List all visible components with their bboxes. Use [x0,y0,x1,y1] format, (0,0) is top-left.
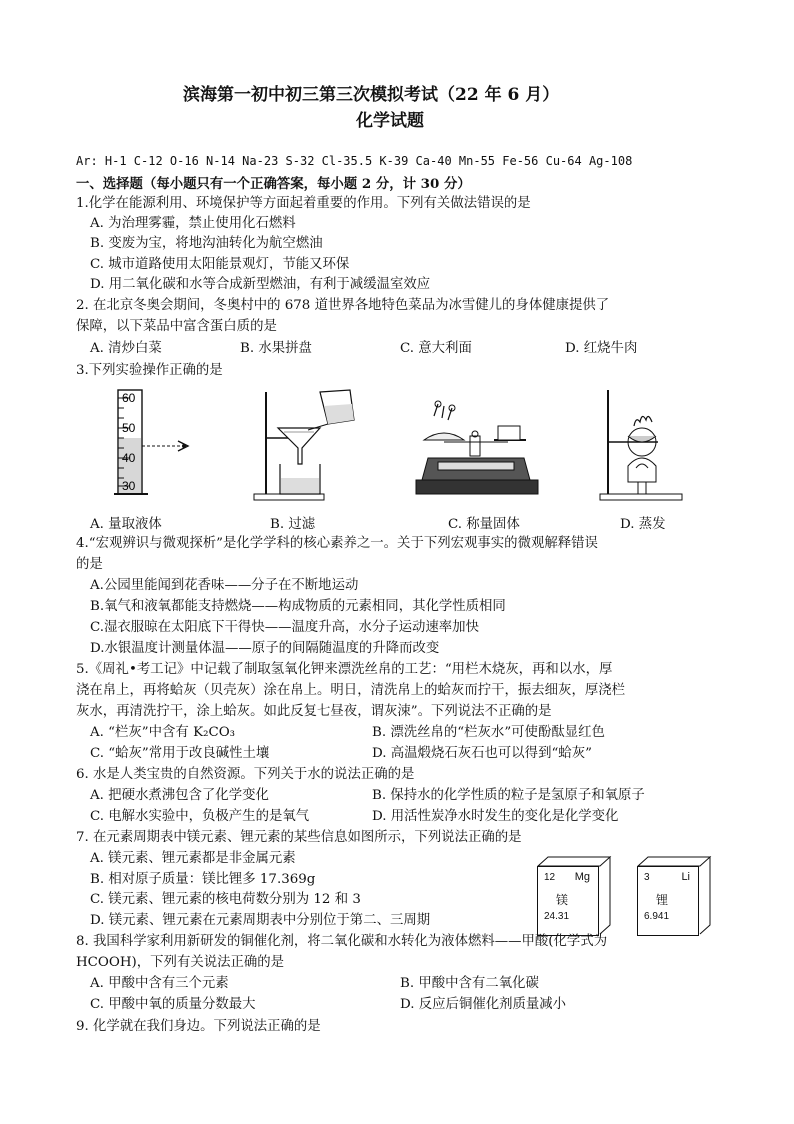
q8-stem-line1: 8. 我国科学家利用新研发的铜催化剂，将二氧化碳和水转化为液体燃料——甲酸(化学式为 [76,934,608,949]
q2-option-b: B. 水果拼盘 [240,341,312,356]
q4-option-b: B.氧气和液氧都能支持燃烧——构成物质的元素相同，其化学性质相同 [90,599,506,614]
evaporation-figure [598,386,688,502]
q7-stem: 7. 在元素周期表中镁元素、锂元素的某些信息如图所示，下列说法正确的是 [76,830,522,845]
q1-option-c: C. 城市道路使用太阳能景观灯，节能又环保 [90,257,350,272]
mg-symbol: Mg [574,871,590,883]
cylinder-tick-30: 30 [122,479,136,493]
q9-stem: 9. 化学就在我们身边。下列说法正确的是 [76,1019,321,1034]
q4-stem-line2: 的是 [76,557,103,572]
li-symbol: Li [681,871,690,883]
q6-option-a: A. 把硬水煮沸包含了化学变化 [90,788,269,803]
q8-stem-line2: HCOOH)，下列有关说法正确的是 [76,955,285,970]
q6-stem: 6. 水是人类宝贵的自然资源。下列关于水的说法正确的是 [76,767,415,782]
q5-option-d: D. 高温煅烧石灰石也可以得到“蛤灰” [372,746,592,761]
li-atomic-mass: 6.941 [644,911,670,922]
q4-option-c: C.湿衣服晾在太阳底下干得快——温度升高，水分子运动速率加快 [90,620,479,635]
graduated-cylinder-figure [108,386,208,500]
q5-option-a: A. “栏灰”中含有 K₂CO₃ [90,725,236,740]
q6-option-d: D. 用活性炭净水时发生的变化是化学变化 [372,809,619,824]
q5-stem-line1: 5.《周礼•考工记》中记载了制取氢氧化钾来漂洗丝帛的工艺：“用栏木烧灰，再和以水，厚 [76,662,613,677]
q7-option-a: A. 镁元素、锂元素都是非金属元素 [90,851,296,866]
q8-option-c: C. 甲酸中氧的质量分数最大 [90,997,256,1012]
q4-stem-line1: 4.“宏观辨识与微观探析”是化学学科的核心素养之一。关于下列宏观事实的微观解释错误 [76,536,598,551]
filtration-figure [250,386,370,502]
q6-option-c: C. 电解水实验中，负极产生的是氧气 [90,809,310,824]
q5-stem-line3: 灰水，再清洗拧干，涂上蛤灰。如此反复七昼夜，谓灰涑”。下列说法不正确的是 [76,704,552,719]
q1-option-a: A. 为治理雾霾，禁止使用化石燃料 [90,216,296,231]
q2-option-a: A. 清炒白菜 [90,341,162,356]
q4-option-d: D.水银温度计测量体温——原子的间隔随温度的升降而改变 [90,641,440,656]
q3-stem: 3.下列实验操作正确的是 [76,363,223,378]
q2-option-c: C. 意大利面 [400,341,472,356]
q4-option-a: A.公园里能闻到花香味——分子在不断地运动 [90,578,359,593]
q5-option-b: B. 漂洗丝帛的“栏灰水”可使酚酞显红色 [372,725,605,740]
q6-option-b: B. 保持水的化学性质的粒子是氢原子和氧原子 [372,788,645,803]
exam-subtitle: 化学试题 [356,111,424,131]
exam-title: 滨海第一初中初三第三次模拟考试（22 年 6 月） [183,85,560,105]
li-name: 锂 [656,893,669,907]
q8-option-d: D. 反应后铜催化剂质量减小 [400,997,567,1012]
q8-option-b: B. 甲酸中含有二氧化碳 [400,976,539,991]
q2-stem-line2: 保障，以下菜品中富含蛋白质的是 [76,319,277,334]
q1-option-d: D. 用二氧化碳和水等合成新型燃油，有利于减缓温室效应 [90,277,431,292]
q3-option-d: D. 蒸发 [620,517,666,532]
q2-stem-line1: 2. 在北京冬奥会期间，冬奥村中的 678 道世界各地特色菜品为冰雪健儿的身体健康提供了 [76,298,610,313]
q7-option-d: D. 镁元素、锂元素在元素周期表中分别位于第二、三周期 [90,913,431,928]
q3-option-a: A. 量取液体 [90,517,162,532]
mg-atomic-mass: 24.31 [544,911,570,922]
cylinder-tick-60: 60 [122,391,136,405]
mg-atomic-number: 12 [544,872,556,883]
q5-option-c: C. “蛤灰”常用于改良碱性土壤 [90,746,270,761]
q1-stem: 1.化学在能源利用、环境保护等方面起着重要的作用。下列有关做法错误的是 [76,196,531,211]
balance-figure [414,396,544,502]
q7-option-c: C. 镁元素、锂元素的核电荷数分别为 12 和 3 [90,892,361,907]
atomic-masses: Ar: H-1 C-12 O-16 N-14 Na-23 S-32 Cl-35.5 K-39 Ca-40 Mn-55 Fe-56 Cu-64 Ag-108 [76,154,633,168]
q2-option-d: D. 红烧牛肉 [565,341,638,356]
q8-option-a: A. 甲酸中含有三个元素 [90,976,229,991]
q7-option-b: B. 相对原子质量：镁比锂多 17.369g [90,872,316,887]
cylinder-tick-40: 40 [122,451,136,465]
q5-stem-line2: 浇在帛上，再将蛤灰（贝壳灰）涂在帛上。明日，清洗帛上的蛤灰而拧干，振去细灰，厚浇栏 [76,683,626,698]
li-atomic-number: 3 [644,872,650,883]
section-heading: 一、选择题（每小题只有一个正确答案，每小题 2 分，计 30 分） [76,176,471,192]
mg-name: 镁 [556,893,569,907]
q1-option-b: B. 变废为宝，将地沟油转化为航空燃油 [90,236,323,251]
cylinder-tick-50: 50 [122,421,136,435]
q3-option-b: B. 过滤 [270,517,316,532]
q3-option-c: C. 称量固体 [448,517,520,532]
